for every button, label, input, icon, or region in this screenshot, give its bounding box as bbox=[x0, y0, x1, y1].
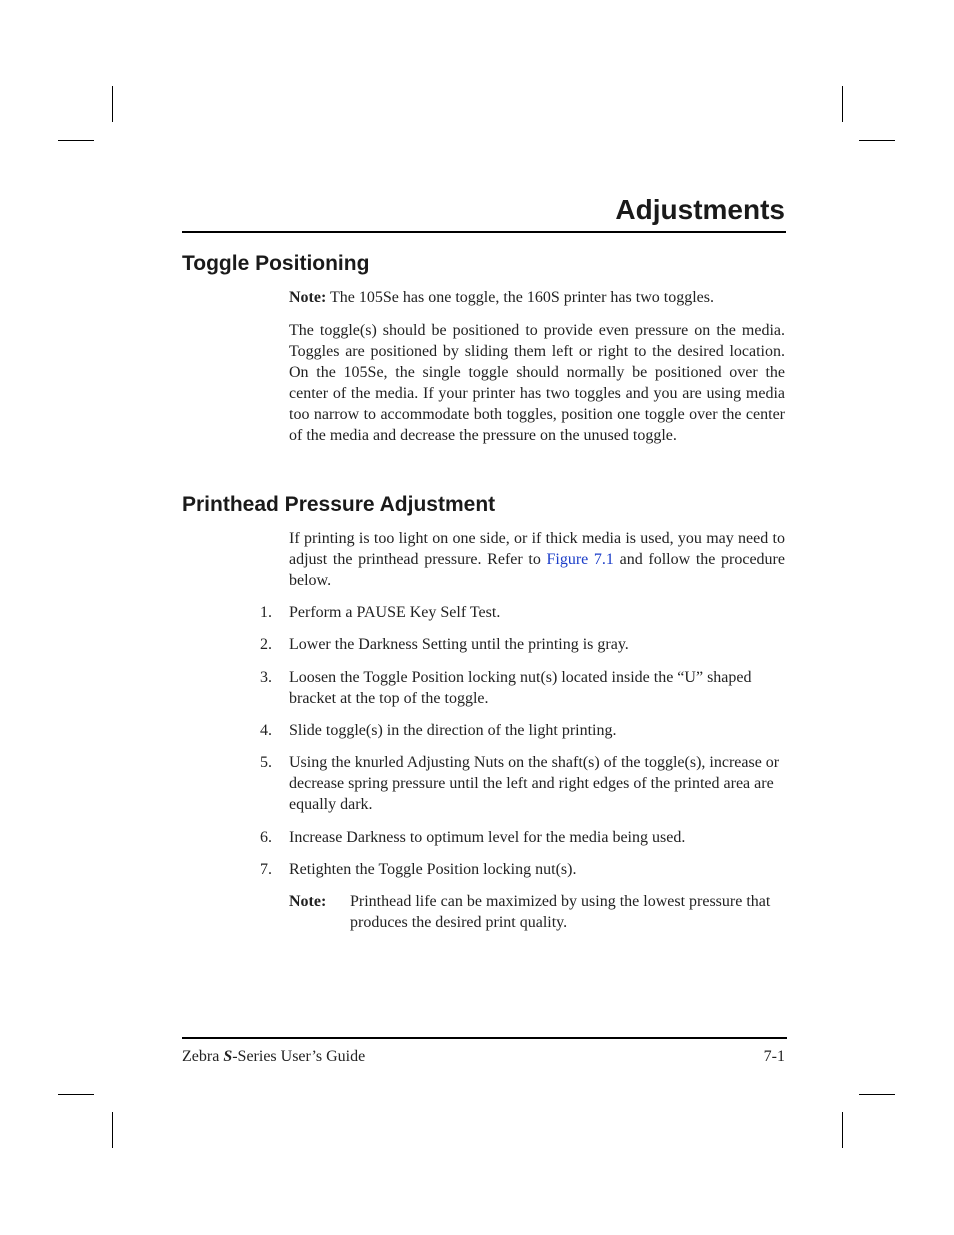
footer-series-letter: S bbox=[223, 1048, 233, 1065]
figure-link[interactable]: Figure 7.1 bbox=[546, 551, 614, 568]
crop-mark bbox=[112, 1112, 113, 1148]
crop-mark bbox=[859, 140, 895, 141]
step-text: Lower the Darkness Setting until the printing is gray. bbox=[289, 636, 629, 653]
pressure-intro bbox=[289, 528, 785, 591]
chapter-rule bbox=[182, 231, 786, 233]
pressure-intro-text: If printing is too light on one side, or if thick media is used, you may need to adjust the printhead pressure. Refer to bbox=[289, 530, 785, 568]
step-number: 2. bbox=[260, 636, 272, 653]
footer-guide: -Series User’s Guide bbox=[232, 1048, 366, 1065]
crop-mark bbox=[842, 1112, 843, 1148]
step-number: 7. bbox=[260, 861, 272, 878]
pressure-note-label: Note: bbox=[289, 893, 327, 910]
toggle-note-text: The 105Se has one toggle, the 160S printer has two toggles. bbox=[326, 289, 714, 306]
step-text: Perform a PAUSE Key Self Test. bbox=[289, 604, 501, 621]
pressure-note-text: Printhead life can be maximized by using the lowest pressure that produces the desired print quality. bbox=[350, 893, 771, 931]
step-number: 6. bbox=[260, 829, 272, 846]
toggle-note-label: Note: bbox=[289, 289, 327, 306]
step-text: Using the knurled Adjusting Nuts on the shaft(s) of the toggle(s), increase or decrease spring pressure until the left and right edges of the printed area are equally dark. bbox=[289, 754, 780, 813]
step-number: 3. bbox=[260, 669, 272, 686]
toggle-body: The toggle(s) should be positioned to provide even pressure on the media. Toggles are positioned by sliding them left or right to the desired location. On the 105Se, the single toggle should normally be positioned over the center of the media. If your printer has two toggles and you are using media too narrow to accommodate both toggles, position one toggle over the center of the media and decrease the pressure on the unused toggle. bbox=[289, 322, 785, 444]
footer-brand: Zebra bbox=[182, 1048, 224, 1065]
step-number: 5. bbox=[260, 754, 272, 771]
page-number: 7-1 bbox=[763, 1048, 785, 1065]
crop-mark bbox=[112, 86, 113, 122]
crop-mark bbox=[842, 86, 843, 122]
toggle-positioning-heading: Toggle Positioning bbox=[182, 252, 370, 275]
crop-mark bbox=[58, 140, 94, 141]
footer-rule bbox=[182, 1037, 787, 1039]
crop-mark bbox=[58, 1094, 94, 1095]
crop-mark bbox=[859, 1094, 895, 1095]
step-text: Increase Darkness to optimum level for the media being used. bbox=[289, 829, 686, 846]
footer-guide-title bbox=[182, 1046, 365, 1067]
chapter-title: Adjustments bbox=[615, 194, 785, 225]
pressure-intro-text-end: and follow the procedure below. bbox=[289, 551, 785, 589]
step-number: 4. bbox=[260, 722, 272, 739]
printhead-pressure-heading: Printhead Pressure Adjustment bbox=[182, 493, 496, 516]
step-text: Retighten the Toggle Position locking nut(s). bbox=[289, 861, 577, 878]
step-text: Slide toggle(s) in the direction of the light printing. bbox=[289, 722, 617, 739]
toggle-note bbox=[289, 287, 785, 308]
step-number: 1. bbox=[260, 604, 272, 621]
step-text: Loosen the Toggle Position locking nut(s) located inside the “U” shaped bracket at the top of the toggle. bbox=[289, 669, 752, 707]
